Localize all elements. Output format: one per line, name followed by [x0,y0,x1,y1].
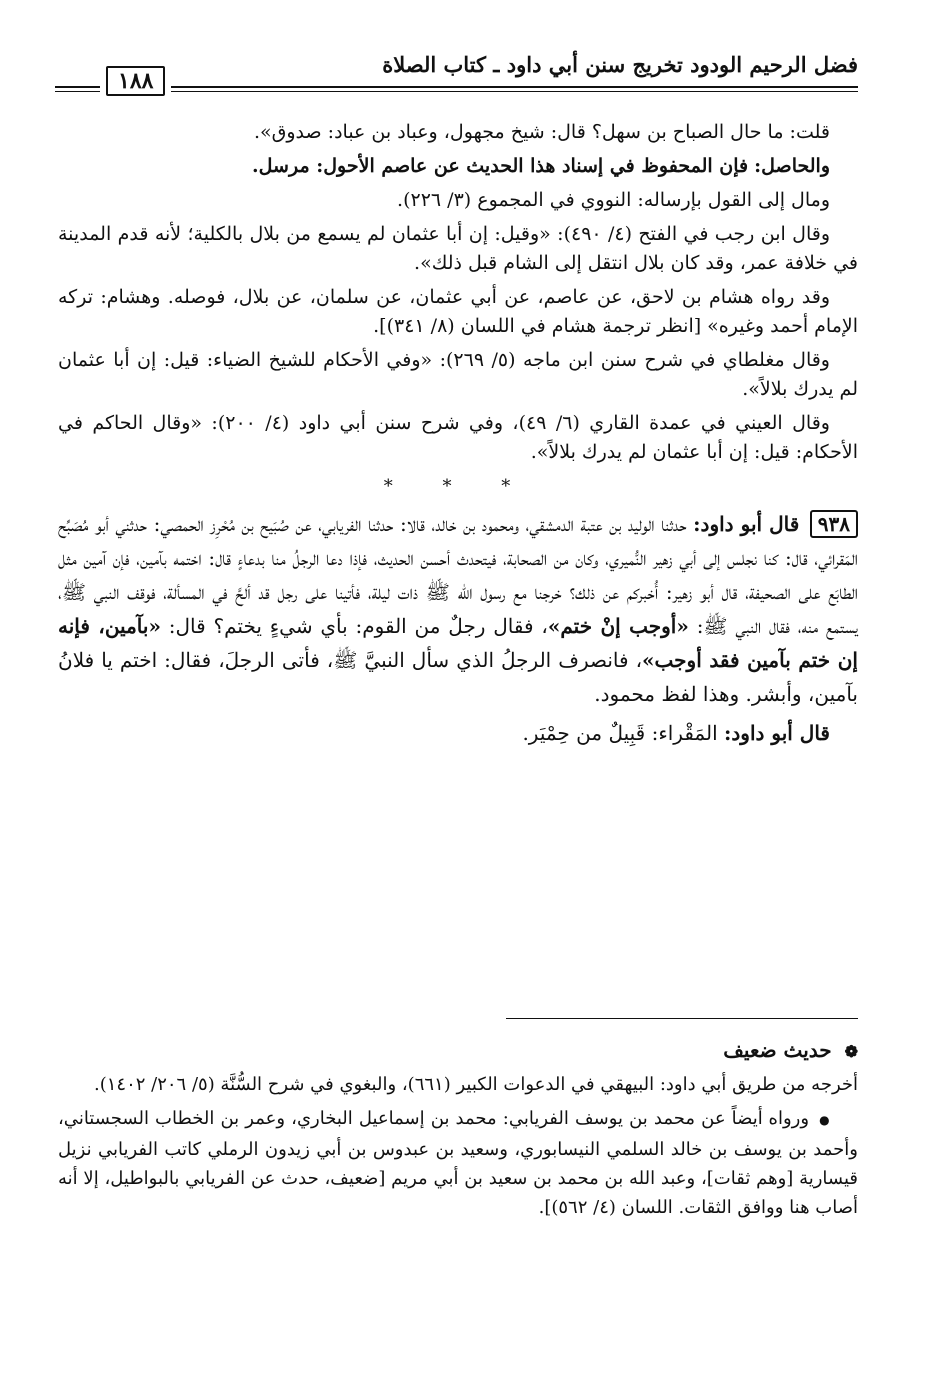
paragraph: وقال مغلطاي في شرح سنن ابن ماجه (٥/ ٢٦٩): «وفي الأحكام للشيخ الضياء: قيل: إن أبا عثمان لم يدرك بلالاً». [58,349,858,400]
grade-label: حديث ضعيف [723,1038,832,1062]
note-paragraph [58,1104,858,1222]
section-separator: * * * [383,476,533,497]
hadith-body: ، فقال رجلٌ من القوم: بأي شيءٍ يختم؟ قال: [168,614,548,638]
note-paragraph: أخرجه من طريق أبي داود: البيهقي في الدعوات الكبير (٦٦١)، والبغوي في شرح السُّنَّة (٥/ ٢٠٦/ ١٤٠٢). [93,1074,858,1095]
page-number [100,66,171,96]
paragraph: ومال إلى القول بإرساله: النووي في المجموع (٣/ ٢٢٦). [397,189,830,211]
hadith-lead: قال أبو داود: [693,512,800,536]
note-text: ورواه أيضاً عن محمد بن يوسف الفريابي: محمد بن إسماعيل البخاري، وعمر بن الخطاب السجستاني، وأحمد بن يوسف بن خالد السلمي النيسابوري، وسعيد بن عبدوس بن أبي زيدون الرملي كاتب الفريابي نزيل قيسارية [وهم ثقات]، وعبد الله بن محمد بن سعيد بن أبي مريم [ضعيف، حدث عن الفريابي بالبواطيل، إلا أنه أصاب هنا ووافق الثقات. اللسان (٤/ ٥٦٢)]. [58,1108,858,1218]
bullet-icon: ● [819,1113,830,1127]
header-title: فضل الرحيم الودود تخريج سنن أبي داود ـ كتاب الصلاة [382,52,858,77]
paragraph: وقال العيني في عمدة القاري (٦/ ٤٩)، وفي شرح سنن أبي داود (٤/ ٢٠٠): «وقال الحاكم في الأحكام: قيل: إن أبا عثمان لم يدرك بلالاً». [58,412,858,463]
hadith-body: حدثنا الوليد بن عتبة الدمشقي، ومحمود بن خالد، قالا: حدثنا الفريابي، عن صُبَيح بن مُحْرِز الحمصي: حدثني أبو مُصَبِّح المَقرائي، قال: كنا نجلس إلى أبي زهير النُّميري، وكان من الصحابة، فيتحدث أحسن الحديث، فإذا دعا الرجلُ منا بدعاءٍ قال: اختمه بآمين، فإن آمين مثل الطابَع على الصحيفة، قال أبو زهير: أُخبركم عن ذلك؟ خرجنا مع رسول الله ﷺ ذات ليلة، فأتينا على رجل قد ألحَّ في المسألة، فوقف النبي ﷺ، يستمع منه، فقال النبي ﷺ: [58,512,859,638]
hadith-lead: قال أبو داود: [724,721,830,745]
running-header [55,52,858,102]
paragraph: قلت: ما حال الصباح بن سهل؟ قال: شيخ مجهول، وعباد بن عباد: صدوق». [253,121,830,143]
takhrij-notes [58,1036,858,1227]
paragraph: وقد رواه هشام بن لاحق، عن عاصم، عن أبي عثمان، عن سلمان، عن بلال، فوصله. وهشام: تركه الإمام أحمد وغيره» [انظر ترجمة هشام في اللسان (٨/ ٣٤١)]. [58,286,858,337]
main-text [58,118,858,755]
paragraph [58,152,858,181]
hadith-quote: «أوجب إنْ ختم» [547,614,689,638]
hadith-quote: «بآمين، فإنه إن ختم بآمين فقد أوجب» [58,614,858,672]
hadith-note [58,716,858,750]
header-rule [55,86,858,92]
hadith-text [58,507,858,711]
paragraph: وقال ابن رجب في الفتح (٤/ ٤٩٠): «وقيل: إن أبا عثمان لم يسمع من بلال بالكلية؛ لأنه قدم المدينة في خلافة عمر، وقد كان بلال انتقل إلى الشام قبل ذلك». [58,223,858,274]
page-number-value: ١٨٨ [106,66,165,96]
hadith-number: ٩٣٨ [810,510,858,538]
footnote-divider [506,1018,858,1019]
conclusion-text: فإن المحفوظ في إسناد هذا الحديث عن عاصم الأحول: مرسل. [252,155,749,177]
ornament-icon: ❁ [844,1042,858,1061]
hadith-note-text: المَقْراء: قَبِيلٌ من حِمْيَر. [522,721,718,745]
hadith-grade [58,1036,858,1066]
hadith-body: ، فانصرف الرجلُ الذي سأل النبيَّ ﷺ، فأتى الرجلَ، فقال: اختم يا فلانُ بآمين، وأبشر. وهذا لفظ محمود. [58,648,858,706]
conclusion-label: والحاصل: [754,155,830,177]
